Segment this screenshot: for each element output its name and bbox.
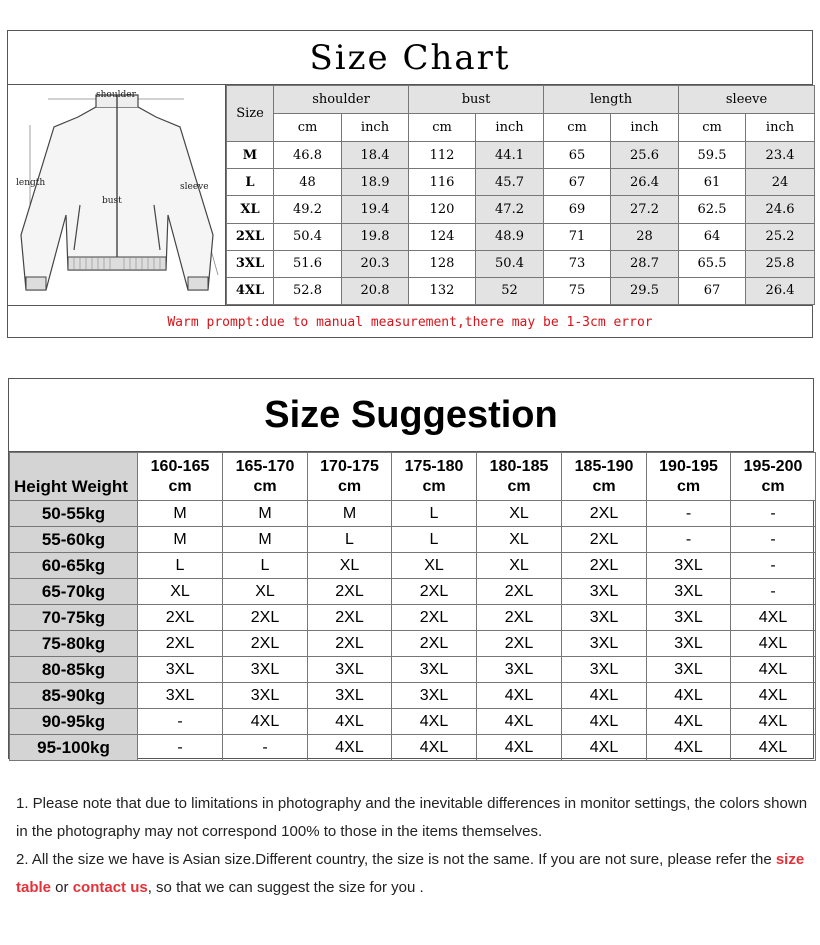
suggested-size-cell: 2XL xyxy=(308,631,392,657)
height-range-header xyxy=(392,453,477,501)
suggested-size-cell: L xyxy=(223,553,308,579)
measurement-cell: 50.4 xyxy=(274,223,342,250)
suggested-size-cell: 2XL xyxy=(392,579,477,605)
measurement-cell: 51.6 xyxy=(274,250,342,277)
suggested-size-cell: 3XL xyxy=(647,605,731,631)
suggested-size-cell: 3XL xyxy=(562,605,647,631)
jacket-icon xyxy=(8,85,226,305)
measurement-cell: 19.8 xyxy=(342,223,409,250)
unit-header: inch xyxy=(342,114,409,142)
suggested-size-cell: XL xyxy=(138,579,223,605)
weight-label: 90-95kg xyxy=(10,709,138,735)
measurement-row xyxy=(227,142,815,169)
suggested-size-cell: 4XL xyxy=(308,709,392,735)
suggested-size-cell: 4XL xyxy=(477,709,562,735)
height-range: 195-200 xyxy=(743,457,803,475)
suggested-size-cell: 4XL xyxy=(731,605,816,631)
measurement-cell: 27.2 xyxy=(611,196,679,223)
measurement-cell: 52 xyxy=(476,277,544,304)
height-unit: cm xyxy=(676,477,701,495)
measurement-cell: 67 xyxy=(679,277,746,304)
suggested-size-cell: M xyxy=(138,527,223,553)
unit-header: inch xyxy=(476,114,544,142)
suggested-size-cell: - xyxy=(731,579,816,605)
measurement-cell: 24.6 xyxy=(746,196,815,223)
measurement-cell: 20.3 xyxy=(342,250,409,277)
size-chart-section xyxy=(7,30,813,338)
measurement-cell: 49.2 xyxy=(274,196,342,223)
diagram-label-sleeve: sleeve xyxy=(180,182,209,192)
measurement-cell: 116 xyxy=(409,169,476,196)
height-unit: cm xyxy=(422,477,446,495)
measurement-row xyxy=(227,250,815,277)
group-header-shoulder: shoulder xyxy=(274,86,409,114)
suggested-size-cell: - xyxy=(647,527,731,553)
suggested-size-cell: 3XL xyxy=(392,683,477,709)
measurement-cell: 132 xyxy=(409,277,476,304)
weight-label: 70-75kg xyxy=(10,605,138,631)
height-range-header xyxy=(477,453,562,501)
height-range: 190-195 xyxy=(659,457,718,475)
measurement-cell: 25.6 xyxy=(611,142,679,169)
suggestion-row xyxy=(10,553,816,579)
suggested-size-cell: 4XL xyxy=(731,735,816,761)
measurement-cell: 50.4 xyxy=(476,250,544,277)
measurement-cell: 128 xyxy=(409,250,476,277)
suggested-size-cell: 3XL xyxy=(647,579,731,605)
measurement-cell: 28 xyxy=(611,223,679,250)
measurement-row xyxy=(227,223,815,250)
suggestion-row xyxy=(10,735,816,761)
height-range-header xyxy=(731,453,816,501)
measurement-cell: 64 xyxy=(679,223,746,250)
unit-header: cm xyxy=(679,114,746,142)
suggestion-row xyxy=(10,683,816,709)
suggestion-row xyxy=(10,605,816,631)
suggested-size-cell: M xyxy=(308,501,392,527)
group-header-bust: bust xyxy=(409,86,544,114)
size-table-link[interactable]: size table xyxy=(16,851,805,896)
size-suggestion-section xyxy=(8,378,814,759)
suggested-size-cell: 4XL xyxy=(392,735,477,761)
size-label: XL xyxy=(227,196,274,223)
suggested-size-cell: - xyxy=(731,501,816,527)
measurement-cell: 45.7 xyxy=(476,169,544,196)
suggested-size-cell: M xyxy=(223,527,308,553)
height-unit: cm xyxy=(761,477,785,495)
suggested-size-cell: 3XL xyxy=(308,657,392,683)
suggestion-row xyxy=(10,657,816,683)
height-unit: cm xyxy=(507,477,531,495)
weight-label: 95-100kg xyxy=(10,735,138,761)
measurement-cell: 73 xyxy=(544,250,611,277)
suggested-size-cell: - xyxy=(647,501,731,527)
measurement-row xyxy=(227,196,815,223)
suggested-size-cell: XL xyxy=(392,553,477,579)
measurement-cell: 20.8 xyxy=(342,277,409,304)
suggestion-row xyxy=(10,579,816,605)
measurement-cell: 18.4 xyxy=(342,142,409,169)
suggested-size-cell: 2XL xyxy=(562,527,647,553)
suggested-size-cell: XL xyxy=(477,527,562,553)
suggested-size-cell: 4XL xyxy=(731,683,816,709)
suggested-size-cell: 2XL xyxy=(562,501,647,527)
suggested-size-cell: 3XL xyxy=(138,657,223,683)
suggested-size-cell: - xyxy=(138,709,223,735)
diagram-label-shoulder: shoulder xyxy=(96,90,136,100)
suggested-size-cell: - xyxy=(138,735,223,761)
suggested-size-cell: 4XL xyxy=(477,683,562,709)
suggested-size-cell: 4XL xyxy=(562,709,647,735)
suggested-size-cell: 2XL xyxy=(392,631,477,657)
suggested-size-cell: 3XL xyxy=(138,683,223,709)
measurement-row xyxy=(227,169,815,196)
note-asian-size xyxy=(16,846,811,902)
height-range: 180-185 xyxy=(489,457,549,475)
suggested-size-cell: 4XL xyxy=(647,683,731,709)
measurement-cell: 69 xyxy=(544,196,611,223)
unit-header: inch xyxy=(746,114,815,142)
suggested-size-cell: L xyxy=(138,553,223,579)
suggested-size-cell: 3XL xyxy=(647,657,731,683)
suggested-size-cell: XL xyxy=(477,553,562,579)
weight-label: 80-85kg xyxy=(10,657,138,683)
height-unit: cm xyxy=(592,477,616,495)
measurement-cell: 48 xyxy=(274,169,342,196)
suggested-size-cell: 2XL xyxy=(477,631,562,657)
suggested-size-cell: - xyxy=(731,553,816,579)
measurement-table xyxy=(226,85,815,305)
measurement-cell: 46.8 xyxy=(274,142,342,169)
height-range: 160-165 xyxy=(150,457,210,475)
height-unit: cm xyxy=(337,477,362,495)
suggested-size-cell: 2XL xyxy=(138,631,223,657)
height-range-header xyxy=(308,453,392,501)
measurement-cell: 120 xyxy=(409,196,476,223)
group-header-sleeve: sleeve xyxy=(679,86,815,114)
height-range-header xyxy=(138,453,223,501)
suggested-size-cell: L xyxy=(308,527,392,553)
suggestion-row xyxy=(10,501,816,527)
measurement-cell: 19.4 xyxy=(342,196,409,223)
height-range-header xyxy=(223,453,308,501)
measurement-cell: 52.8 xyxy=(274,277,342,304)
warm-prompt: Warm prompt:due to manual measurement,there may be 1-3cm error xyxy=(8,305,812,338)
size-label: 2XL xyxy=(227,223,274,250)
suggested-size-cell: 4XL xyxy=(308,735,392,761)
measurement-cell: 26.4 xyxy=(611,169,679,196)
suggested-size-cell: L xyxy=(392,501,477,527)
measurement-cell: 65.5 xyxy=(679,250,746,277)
height-range: 175-180 xyxy=(404,457,464,475)
measurement-row xyxy=(227,277,815,304)
unit-header: cm xyxy=(409,114,476,142)
height-range: 185-190 xyxy=(574,457,634,475)
suggested-size-cell: 3XL xyxy=(223,683,308,709)
size-suggestion-title: Size Suggestion xyxy=(9,379,813,452)
measurement-cell: 112 xyxy=(409,142,476,169)
suggested-size-cell: 3XL xyxy=(562,657,647,683)
unit-header: cm xyxy=(544,114,611,142)
measurement-cell: 28.7 xyxy=(611,250,679,277)
suggested-size-cell: XL xyxy=(308,553,392,579)
group-header-length: length xyxy=(544,86,679,114)
unit-header: cm xyxy=(274,114,342,142)
size-label: 3XL xyxy=(227,250,274,277)
note-text: or xyxy=(51,879,73,896)
suggested-size-cell: 3XL xyxy=(562,579,647,605)
suggested-size-cell: L xyxy=(392,527,477,553)
suggested-size-cell: XL xyxy=(477,501,562,527)
suggested-size-cell: - xyxy=(223,735,308,761)
suggested-size-cell: 2XL xyxy=(392,605,477,631)
suggested-size-cell: 2XL xyxy=(138,605,223,631)
size-chart-title: Size Chart xyxy=(8,31,812,85)
height-weight-header: Height Weight xyxy=(10,453,138,501)
diagram-label-length: length xyxy=(16,178,46,188)
suggested-size-cell: 4XL xyxy=(562,735,647,761)
note-photography: 1. Please note that due to limitations in photography and the inevitable differences in monitor settings, the colors shown in the photography may not correspond 100% to those in the items themselves. xyxy=(16,795,808,840)
size-label: M xyxy=(227,142,274,169)
suggested-size-cell: 4XL xyxy=(562,683,647,709)
suggested-size-cell: 3XL xyxy=(647,631,731,657)
notes xyxy=(16,790,811,902)
suggested-size-cell: 4XL xyxy=(477,735,562,761)
weight-label: 85-90kg xyxy=(10,683,138,709)
suggested-size-cell: 3XL xyxy=(647,553,731,579)
height-range: 170-175 xyxy=(320,457,379,475)
weight-label: 50-55kg xyxy=(10,501,138,527)
suggested-size-cell: 2XL xyxy=(223,605,308,631)
suggested-size-cell: 3XL xyxy=(223,657,308,683)
height-range-header xyxy=(562,453,647,501)
suggested-size-cell: 3XL xyxy=(392,657,477,683)
measurement-cell: 59.5 xyxy=(679,142,746,169)
measurement-cell: 65 xyxy=(544,142,611,169)
note-text: 2. All the size we have is Asian size.Different country, the size is not the same. If you are not sure, please refer the xyxy=(16,851,776,868)
suggested-size-cell: 4XL xyxy=(647,735,731,761)
suggested-size-cell: 4XL xyxy=(731,657,816,683)
suggested-size-cell: 4XL xyxy=(731,631,816,657)
measurement-cell: 67 xyxy=(544,169,611,196)
suggestion-row xyxy=(10,527,816,553)
measurement-cell: 23.4 xyxy=(746,142,815,169)
suggested-size-cell: 2XL xyxy=(308,605,392,631)
weight-label: 65-70kg xyxy=(10,579,138,605)
measurement-cell: 29.5 xyxy=(611,277,679,304)
suggested-size-cell: XL xyxy=(223,579,308,605)
measurement-cell: 124 xyxy=(409,223,476,250)
suggested-size-cell: 2XL xyxy=(477,579,562,605)
measurement-cell: 48.9 xyxy=(476,223,544,250)
measurement-cell: 62.5 xyxy=(679,196,746,223)
suggested-size-cell: 2XL xyxy=(477,605,562,631)
measurement-cell: 24 xyxy=(746,169,815,196)
unit-header: inch xyxy=(611,114,679,142)
measurement-cell: 47.2 xyxy=(476,196,544,223)
suggested-size-cell: 3XL xyxy=(477,657,562,683)
diagram-label-bust: bust xyxy=(102,196,122,206)
measurement-cell: 71 xyxy=(544,223,611,250)
suggestion-row xyxy=(10,709,816,735)
measurement-cell: 25.8 xyxy=(746,250,815,277)
measurement-cell: 25.2 xyxy=(746,223,815,250)
suggested-size-cell: 4XL xyxy=(223,709,308,735)
measurement-cell: 61 xyxy=(679,169,746,196)
suggested-size-cell: M xyxy=(138,501,223,527)
weight-label: 55-60kg xyxy=(10,527,138,553)
height-range-header xyxy=(647,453,731,501)
weight-label: 60-65kg xyxy=(10,553,138,579)
suggested-size-cell: - xyxy=(731,527,816,553)
height-unit: cm xyxy=(168,477,192,495)
measurement-cell: 26.4 xyxy=(746,277,815,304)
size-suggestion-table xyxy=(9,452,816,761)
suggested-size-cell: M xyxy=(223,501,308,527)
height-unit: cm xyxy=(253,477,277,495)
suggestion-row xyxy=(10,631,816,657)
suggested-size-cell: 4XL xyxy=(647,709,731,735)
suggested-size-cell: 4XL xyxy=(731,709,816,735)
note-text: , so that we can suggest the size for you . xyxy=(147,879,424,896)
measurement-cell: 18.9 xyxy=(342,169,409,196)
suggested-size-cell: 2XL xyxy=(308,579,392,605)
suggested-size-cell: 2XL xyxy=(562,553,647,579)
measurement-cell: 44.1 xyxy=(476,142,544,169)
suggested-size-cell: 3XL xyxy=(562,631,647,657)
jacket-diagram xyxy=(8,85,226,305)
suggested-size-cell: 4XL xyxy=(392,709,477,735)
size-label: 4XL xyxy=(227,277,274,304)
height-range: 165-170 xyxy=(235,457,295,475)
suggested-size-cell: 3XL xyxy=(308,683,392,709)
size-header: Size xyxy=(227,86,274,142)
measurement-cell: 75 xyxy=(544,277,611,304)
suggested-size-cell: 2XL xyxy=(223,631,308,657)
size-label: L xyxy=(227,169,274,196)
contact-us-link[interactable]: contact us xyxy=(72,879,148,896)
weight-label: 75-80kg xyxy=(10,631,138,657)
